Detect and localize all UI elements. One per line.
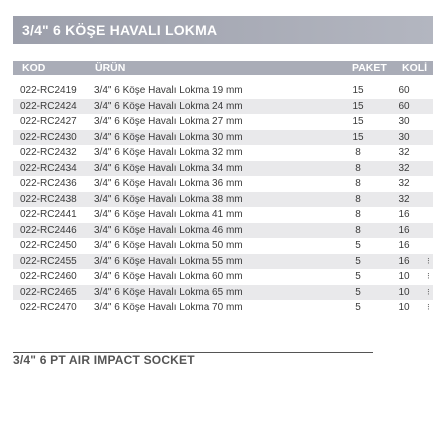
cell-koli: 16	[398, 224, 410, 236]
table-row	[13, 207, 433, 223]
cell-koli: 60	[398, 85, 410, 96]
table-row	[13, 99, 433, 115]
column-header-koli: KOLİ	[402, 62, 428, 74]
cell-paket: 8	[355, 224, 361, 236]
cell-urun: 3/4" 6 Köşe Havalı Lokma 19 mm	[94, 85, 243, 96]
cell-urun: 3/4" 6 Köşe Havalı Lokma 24 mm	[94, 100, 243, 112]
cell-kod: 022-RC2460	[20, 271, 77, 282]
cell-urun: 3/4" 6 Köşe Havalı Lokma 55 mm	[94, 255, 243, 267]
cell-koli: 32	[398, 162, 410, 174]
cell-kod: 022-RC2419	[20, 85, 77, 96]
cell-urun: 3/4" 6 Köşe Havalı Lokma 60 mm	[94, 271, 243, 282]
cell-koli: 10	[398, 302, 410, 313]
cell-kod: 022-RC2427	[20, 116, 77, 127]
cell-kod: 022-RC2470	[20, 302, 77, 313]
cell-koli: 16	[398, 209, 410, 220]
cell-koli: 32	[398, 193, 410, 205]
cell-kod: 022-RC2441	[20, 209, 77, 220]
cell-paket: 15	[352, 85, 364, 96]
cell-kod: 022-RC2434	[20, 162, 77, 174]
table-row	[13, 254, 433, 270]
table-row	[13, 161, 433, 177]
cell-kod: 022-RC2465	[20, 286, 77, 298]
cell-kod: 022-RC2446	[20, 224, 77, 236]
cell-urun: 3/4" 6 Köşe Havalı Lokma 27 mm	[94, 116, 243, 127]
cell-paket: 5	[355, 255, 361, 267]
cell-paket: 8	[355, 178, 361, 189]
column-header-paket: PAKET	[352, 62, 387, 74]
edge-mark: ⁝	[427, 255, 430, 266]
cell-koli: 30	[398, 131, 410, 143]
table-row	[13, 83, 433, 99]
table-row	[13, 223, 433, 239]
footer-caption: 3/4" 6 PT AIR IMPACT SOCKET	[13, 353, 195, 367]
cell-urun: 3/4" 6 Köşe Havalı Lokma 36 mm	[94, 178, 243, 189]
cell-paket: 5	[355, 286, 361, 298]
cell-koli: 30	[398, 116, 410, 127]
table-row	[13, 300, 433, 316]
cell-urun: 3/4" 6 Köşe Havalı Lokma 38 mm	[94, 193, 243, 205]
table-row	[13, 238, 433, 254]
cell-kod: 022-RC2450	[20, 240, 77, 251]
cell-urun: 3/4" 6 Köşe Havalı Lokma 46 mm	[94, 224, 243, 236]
column-header-urun: ÜRÜN	[95, 62, 126, 74]
cell-koli: 16	[398, 255, 410, 267]
cell-urun: 3/4" 6 Köşe Havalı Lokma 34 mm	[94, 162, 243, 174]
cell-kod: 022-RC2438	[20, 193, 77, 205]
cell-koli: 10	[398, 271, 410, 282]
cell-paket: 15	[352, 116, 364, 127]
cell-urun: 3/4" 6 Köşe Havalı Lokma 30 mm	[94, 131, 243, 143]
cell-kod: 022-RC2436	[20, 178, 77, 189]
table-header	[13, 61, 433, 75]
cell-koli: 60	[398, 100, 410, 112]
cell-paket: 15	[352, 100, 364, 112]
cell-paket: 8	[355, 147, 361, 158]
edge-mark: ⁝	[427, 286, 430, 297]
catalog-title: 3/4" 6 KÖŞE HAVALI LOKMA	[13, 16, 433, 44]
cell-paket: 8	[355, 162, 361, 174]
cell-koli: 10	[398, 286, 410, 298]
cell-koli: 32	[398, 178, 410, 189]
table-row	[13, 285, 433, 301]
cell-koli: 16	[398, 240, 410, 251]
cell-paket: 15	[352, 131, 364, 143]
table-row	[13, 130, 433, 146]
table-row	[13, 145, 433, 161]
table-row	[13, 269, 433, 285]
cell-kod: 022-RC2424	[20, 100, 77, 112]
cell-urun: 3/4" 6 Köşe Havalı Lokma 41 mm	[94, 209, 243, 220]
edge-mark: ⁝	[427, 302, 430, 312]
column-header-kod: KOD	[22, 62, 46, 74]
cell-kod: 022-RC2455	[20, 255, 77, 267]
cell-kod: 022-RC2432	[20, 147, 77, 158]
table-row	[13, 114, 433, 130]
cell-paket: 5	[355, 271, 361, 282]
cell-urun: 3/4" 6 Köşe Havalı Lokma 70 mm	[94, 302, 243, 313]
cell-paket: 5	[355, 240, 361, 251]
cell-paket: 5	[355, 302, 361, 313]
cell-paket: 8	[355, 209, 361, 220]
cell-kod: 022-RC2430	[20, 131, 77, 143]
cell-urun: 3/4" 6 Köşe Havalı Lokma 65 mm	[94, 286, 243, 298]
table-row	[13, 176, 433, 192]
cell-urun: 3/4" 6 Köşe Havalı Lokma 32 mm	[94, 147, 243, 158]
table-row	[13, 192, 433, 208]
product-table	[13, 83, 433, 316]
edge-mark: ⁝	[427, 271, 430, 281]
cell-paket: 8	[355, 193, 361, 205]
cell-koli: 32	[398, 147, 410, 158]
cell-urun: 3/4" 6 Köşe Havalı Lokma 50 mm	[94, 240, 243, 251]
